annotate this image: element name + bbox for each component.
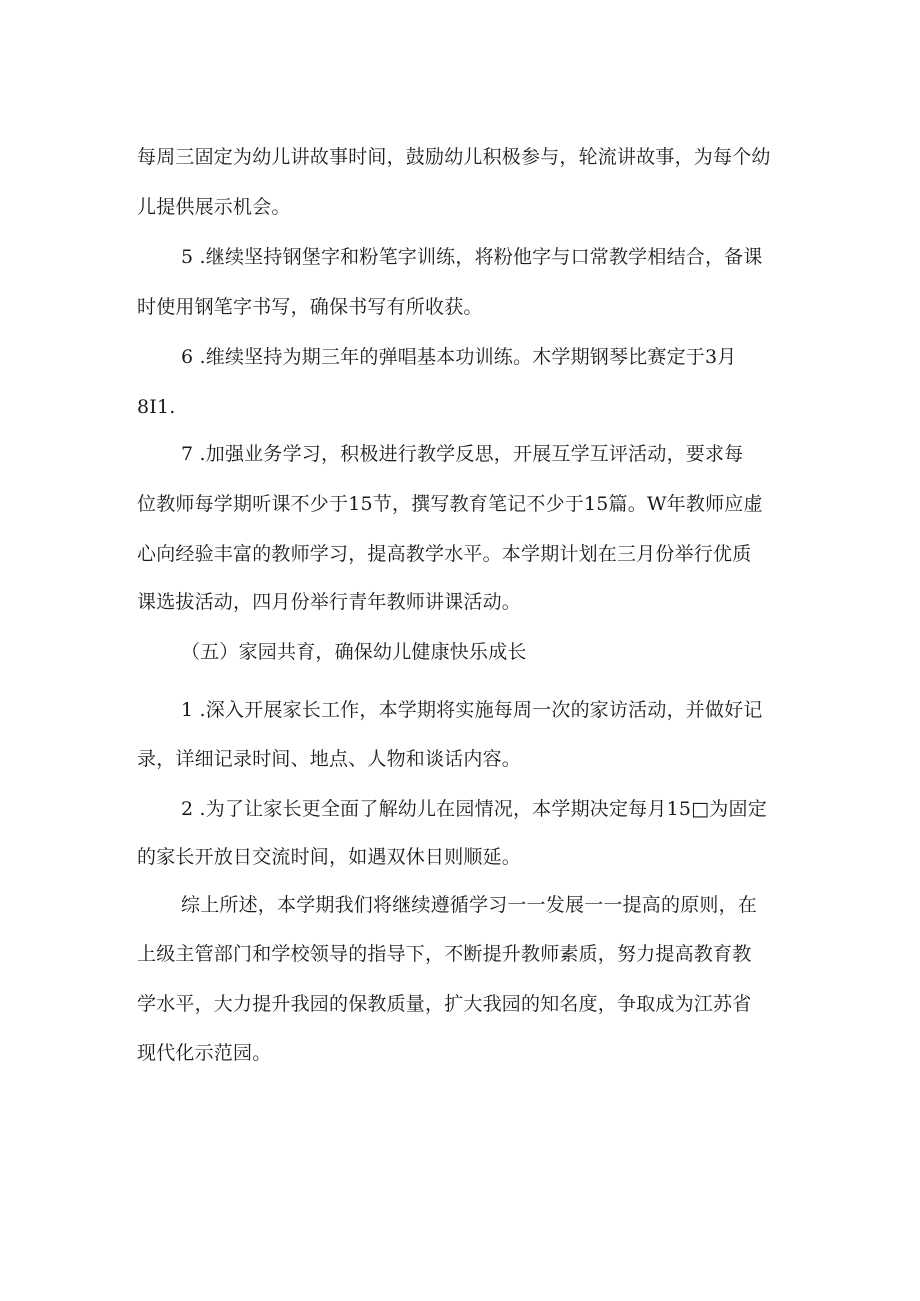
paragraph-line: 录，详细记录时间、地点、人物和谈话内容。 [137,748,522,770]
paragraph-line: 上级主管部门和学校领导的指导下，不断提升教师素质，努力提高教育教 [137,943,752,965]
paragraph-line: 时使用钢笔字书写，确保书写有所收获。 [137,296,483,318]
paragraph-line: 课选拔活动，四月份举行青年教师讲课活动。 [137,591,522,613]
paragraph-line: 的家长开放日交流时间，如遇双休日则顺延。 [137,846,522,868]
section-heading: （五）家园共育，确保幼儿健康快乐成长 [181,641,527,663]
paragraph-line: 学水平，大力提升我园的保教质量，扩大我园的知名度，争取成为江苏省 [137,993,752,1015]
paragraph-line: 8I1. [137,396,176,418]
paragraph-line: 5 .继续坚持钢堡字和粉笔字训练，将粉他字与口常教学相结合，备课 [181,246,763,268]
paragraph-line: 7 .加强业务学习，积极进行教学反思，开展互学互评活动，要求每 [181,443,744,465]
paragraph-line: 儿提供展示机会。 [137,196,291,218]
paragraph-line: 位教师每学期听课不少于15节，撰写教育笔记不少于15篇。W年教师应虚 [137,493,763,515]
paragraph-line: 2 .为了让家长更全面了解幼儿在园情况，本学期决定每月15□为固定 [181,798,767,820]
paragraph-line: 心向经验丰富的教师学习，提高教学水平。本学期计划在三月份举行优质 [137,543,752,565]
paragraph-line: 6 .维续坚持为期三年的弹唱基本功训练。木学期钢琴比赛定于3月 [181,346,737,368]
paragraph-line: 综上所述，本学期我们将继续遵循学习一一发展一一提高的原则，在 [181,894,758,916]
paragraph-line: 1 .深入开展家长工作，本学期将实施每周一次的家访活动，并做好记 [181,699,763,721]
paragraph-line: 每周三固定为幼儿讲故事时间，鼓励幼儿积极参与，轮流讲故事，为每个幼 [137,146,771,168]
paragraph-line: 现代化示范园。 [137,1042,272,1064]
